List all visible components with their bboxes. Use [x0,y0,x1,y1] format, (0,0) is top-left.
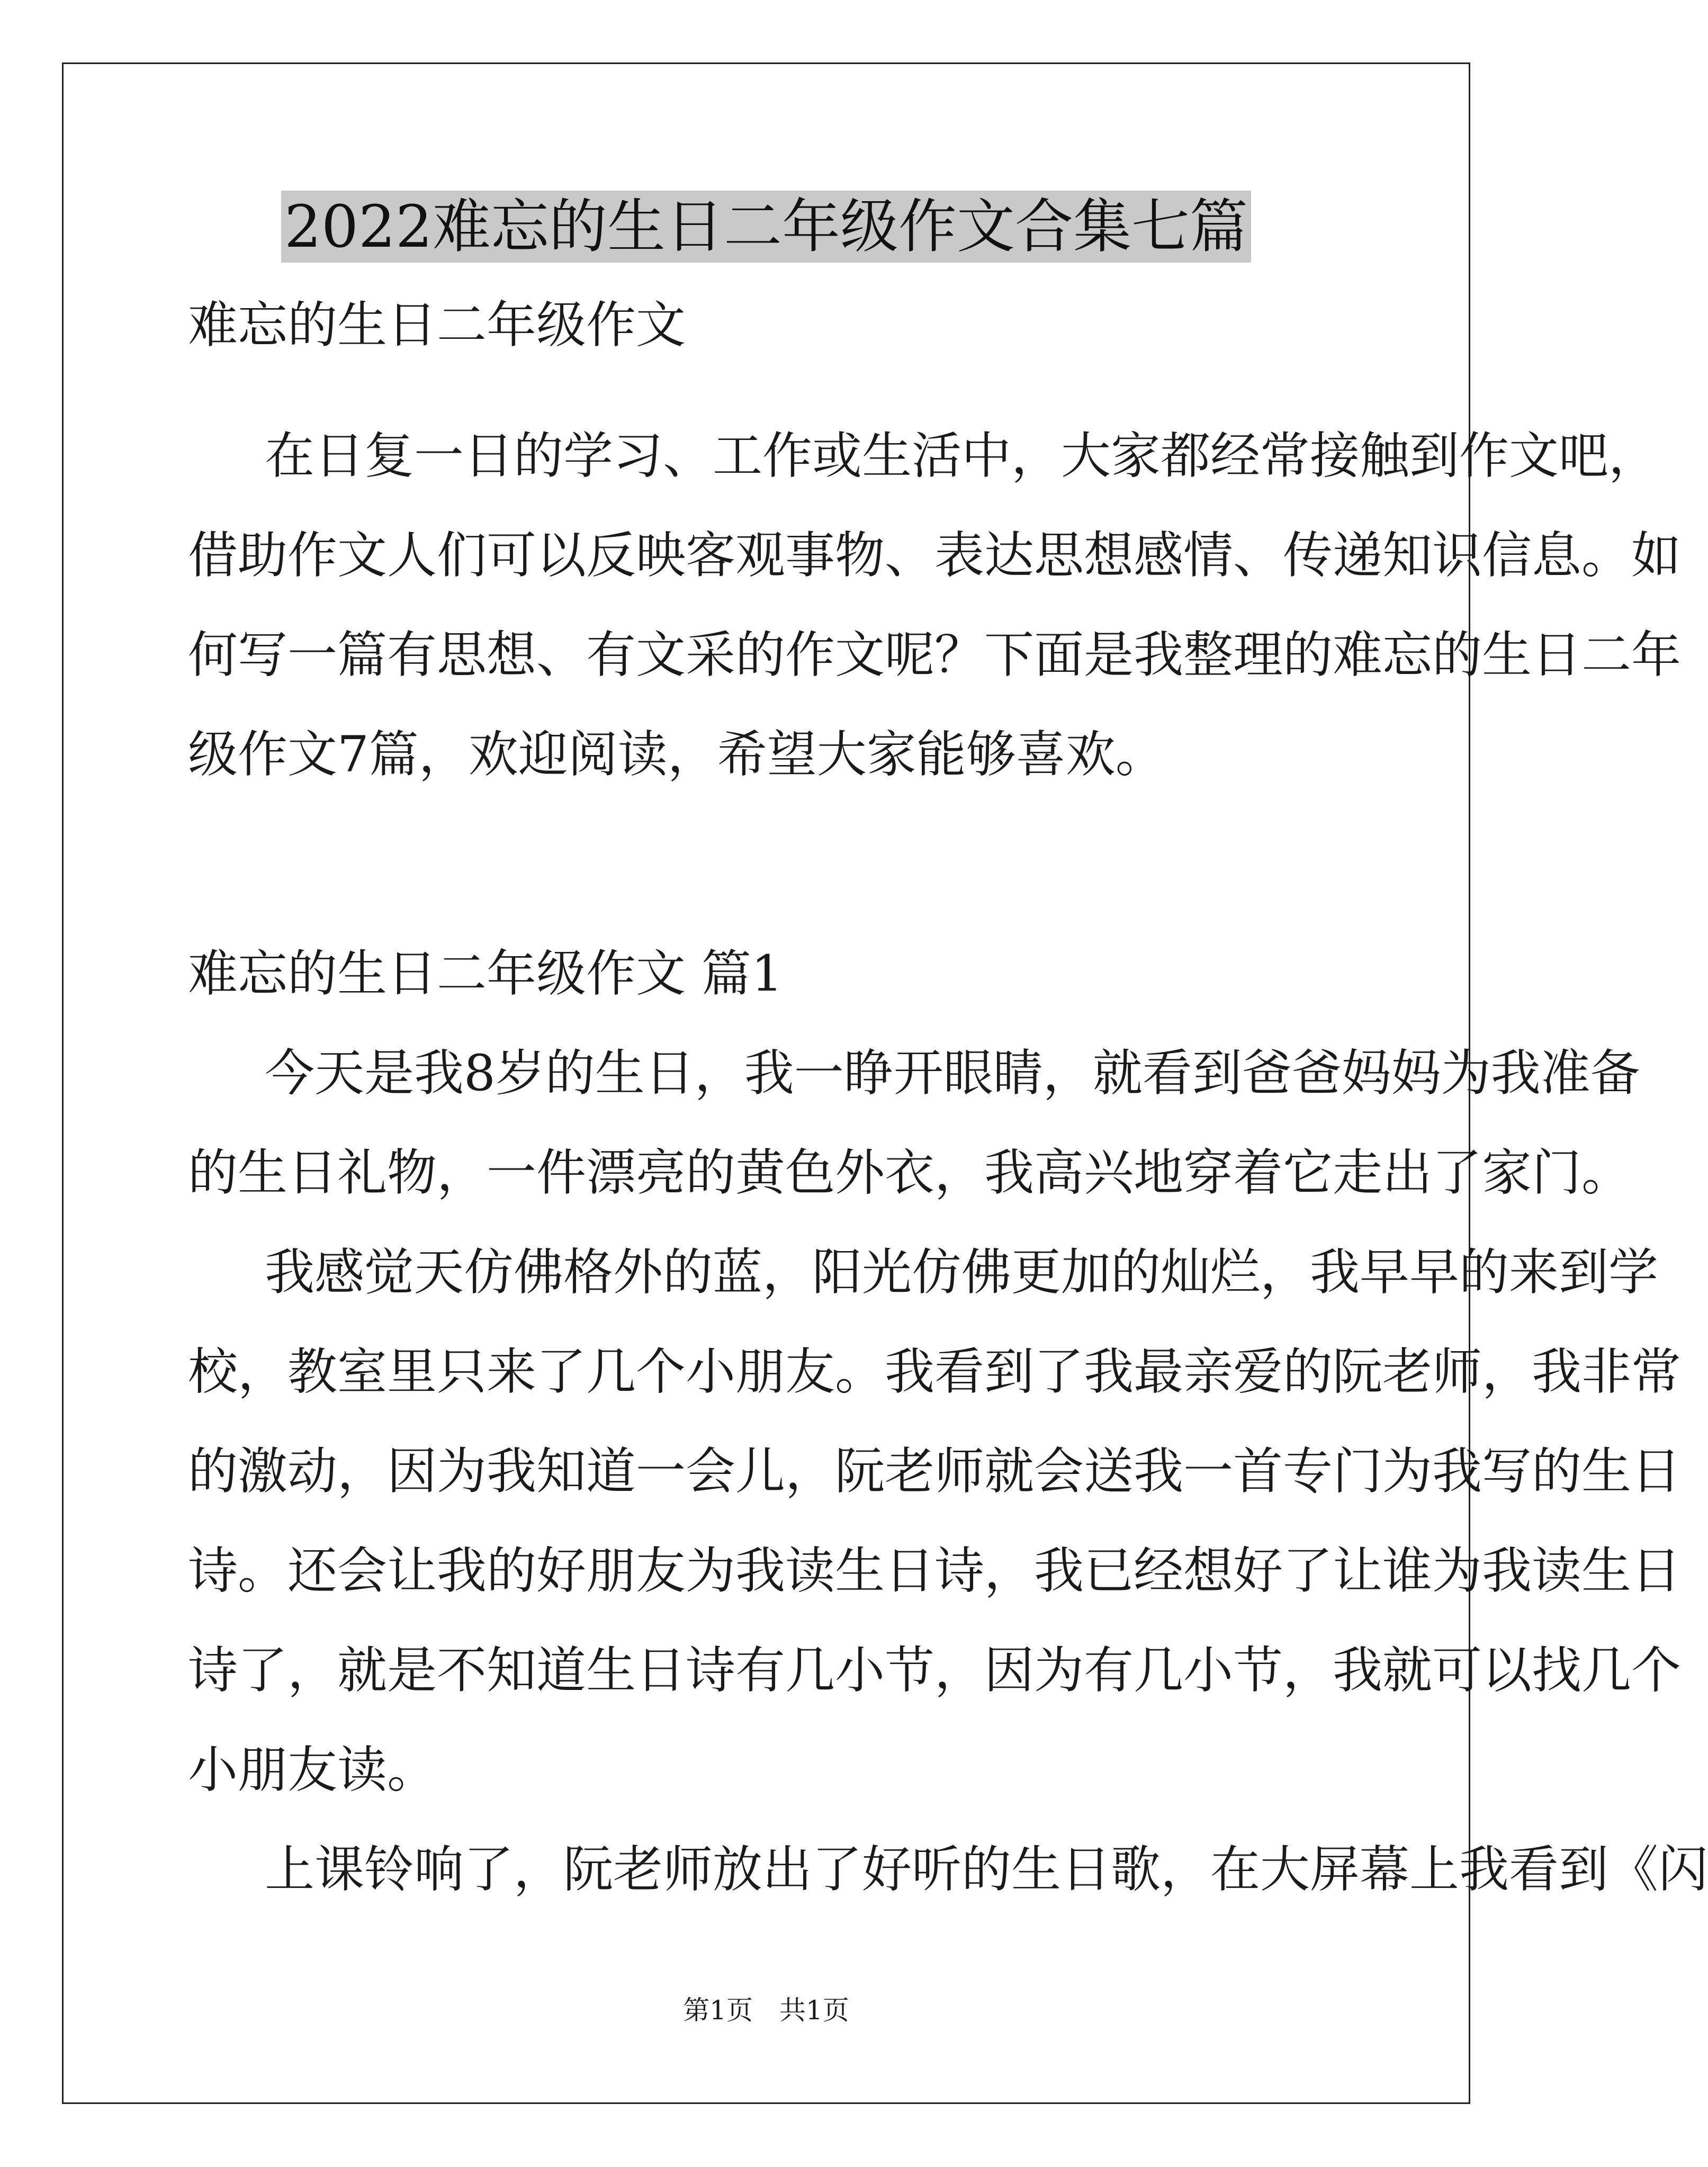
paragraph-line: 的激动，因为我知道一会儿，阮老师就会送我一首专门为我写的生日 [188,1443,1682,1500]
intro-line: 在日复一日的学习、工作或生活中，大家都经常接触到作文吧， [265,427,1659,485]
paragraph-line: 诗了，就是不知道生日诗有几小节，因为有几小节，我就可以找几个 [188,1642,1682,1700]
intro-line: 级作文7篇，欢迎阅读，希望大家能够喜欢。 [188,726,1165,784]
intro-line: 借助作文人们可以反映客观事物、表达思想感情、传递知识信息。如 [188,527,1682,585]
paragraph-line: 小朋友读。 [188,1741,437,1799]
paragraph-line: 校，教室里只来了几个小朋友。我看到了我最亲爱的阮老师，我非常 [188,1343,1682,1401]
title-container [0,191,1532,263]
paragraph-line: 今天是我8岁的生日，我一睁开眼睛，就看到爸爸妈妈为我准备 [265,1045,1640,1102]
paragraph-line: 我感觉天仿佛格外的蓝，阳光仿佛更加的灿烂，我早早的来到学 [265,1244,1659,1301]
document-title: 2022难忘的生日二年级作文合集七篇 [281,191,1251,263]
paragraph-line: 上课铃响了，阮老师放出了好听的生日歌，在大屏幕上我看到《闪 [265,1841,1708,1899]
paragraph-line: 的生日礼物，一件漂亮的黄色外衣，我高兴地穿着它走出了家门。 [188,1144,1632,1202]
page-number-footer: 第1页 共1页 [683,1995,849,2026]
section-heading: 难忘的生日二年级作文 [188,296,686,354]
intro-line: 何写一篇有思想、有文采的作文呢？下面是我整理的难忘的生日二年 [188,626,1682,684]
paragraph-line: 诗。还会让我的好朋友为我读生日诗，我已经想好了让谁为我读生日 [188,1542,1682,1600]
part1-heading: 难忘的生日二年级作文 篇1 [188,945,783,1003]
